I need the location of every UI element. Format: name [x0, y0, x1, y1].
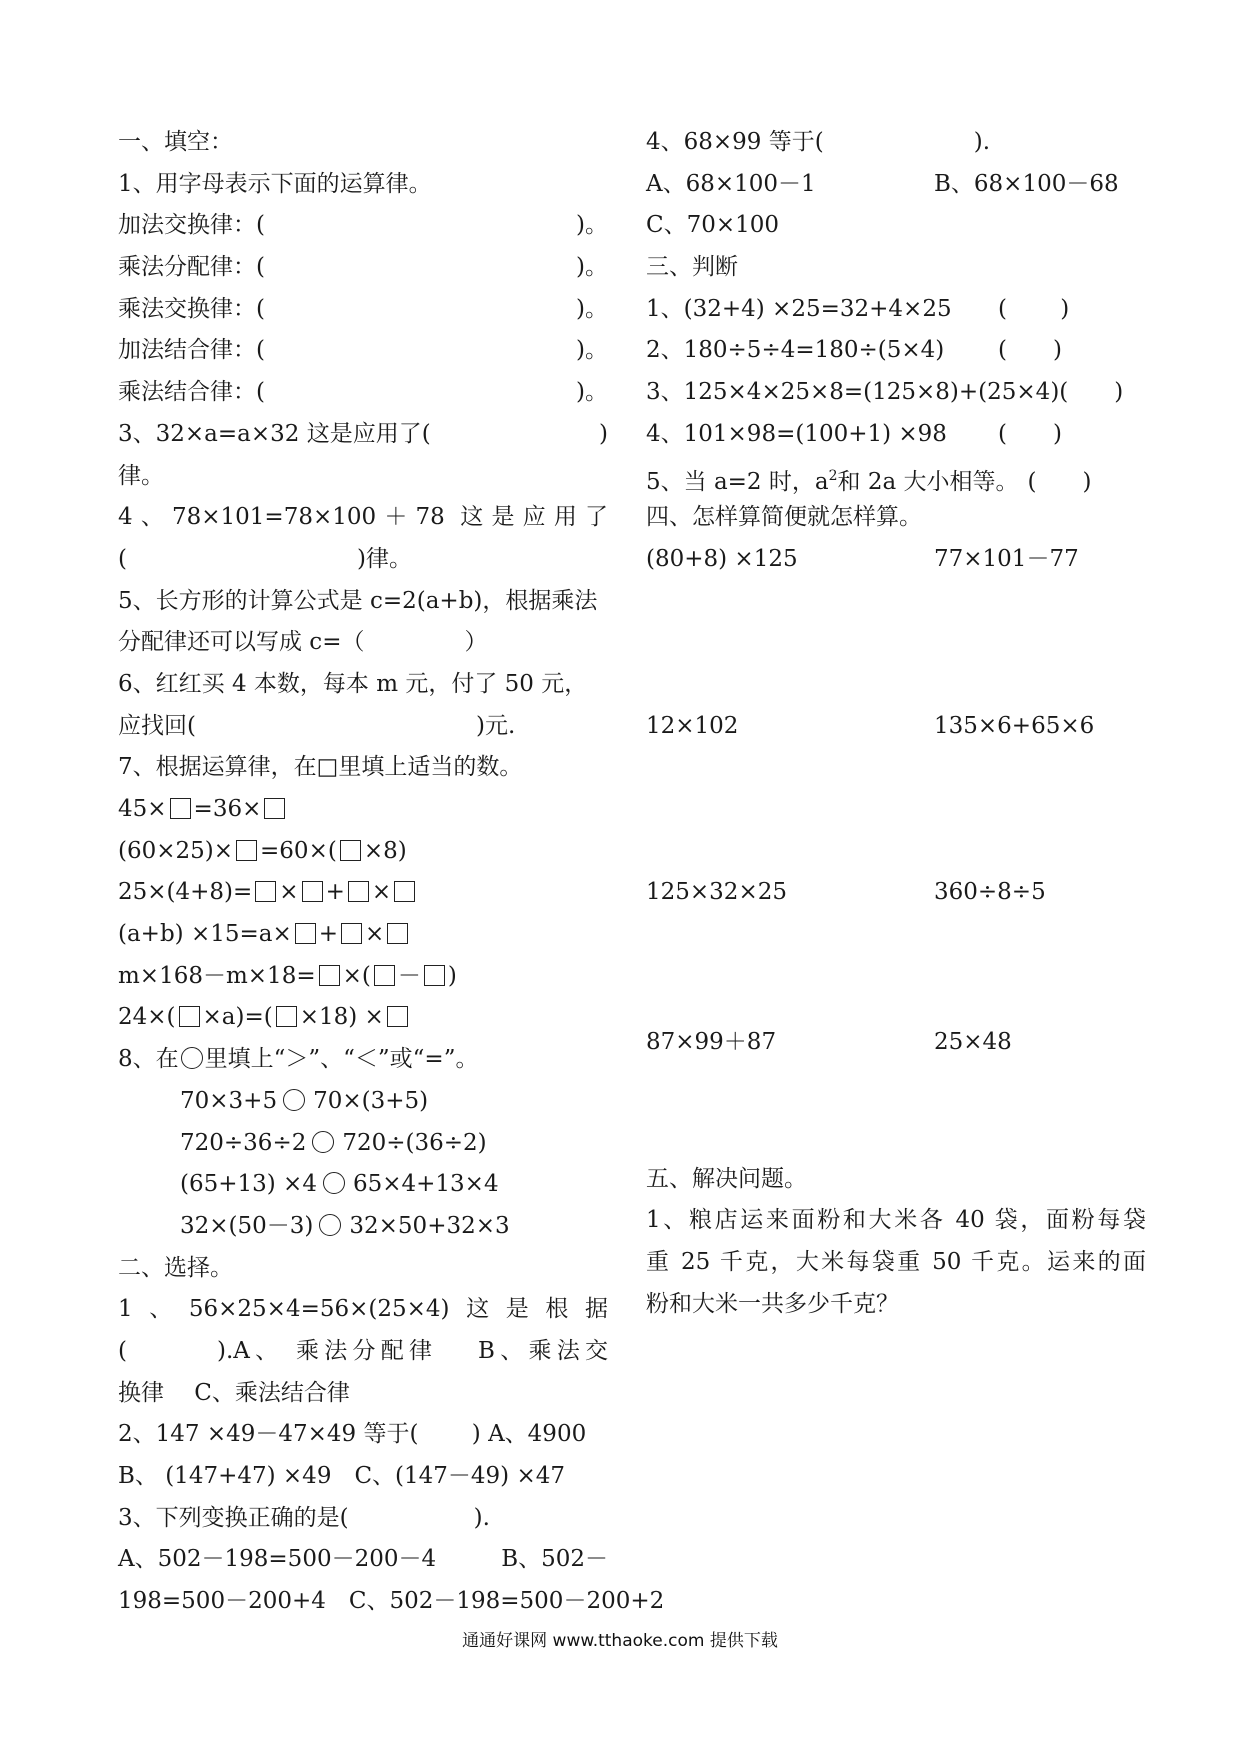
- q7-line-4: (a+b) ×15=a× + ×: [118, 914, 608, 956]
- question-3: 3、32×a=a×32 这是应用了( ): [118, 420, 608, 447]
- compare-row-3: (65+13) ×4 65×4+13×4: [180, 1171, 499, 1198]
- law-line-5: 乘法结合律：( )。: [118, 379, 608, 406]
- law-line-2: 乘法分配律：( )。: [118, 254, 608, 281]
- question-5-cont: 分配律还可以写成 c=（ ）: [118, 629, 488, 656]
- question-6-cont: 应找回( )元.: [118, 712, 516, 739]
- choice-4-option-c: C、70×100: [646, 212, 780, 239]
- answer-box[interactable]: [319, 965, 340, 986]
- compare-row-4: 32×(50－3) 32×50+32×3: [180, 1212, 510, 1239]
- compare-row-2: 720÷36÷2 720÷(36÷2): [180, 1129, 487, 1156]
- judge-3: 3、125×4×25×8=(125×8)+(25×4)( ): [646, 379, 1124, 406]
- question-8: 8、在 里填上“＞”、“＜”或“=”。: [118, 1046, 479, 1073]
- q7-line-3: 25×(4+8)= × + ×: [118, 872, 608, 914]
- answer-box[interactable]: [387, 1006, 408, 1027]
- left-column: [118, 122, 665, 1623]
- law-line-1: 加法交换律：( )。: [118, 212, 608, 239]
- law-line-3: 乘法交换律：( )。: [118, 295, 608, 322]
- answer-box[interactable]: [394, 881, 415, 902]
- answer-box[interactable]: [302, 881, 323, 902]
- answer-box[interactable]: [387, 923, 408, 944]
- answer-box[interactable]: [179, 1006, 200, 1027]
- question-5: 5、长方形的计算公式是 c=2(a+b)，根据乘法: [118, 587, 598, 614]
- question-6: 6、红红买 4 本数，每本 m 元，付了 50 元，: [118, 670, 588, 697]
- answer-box[interactable]: [340, 840, 361, 861]
- q7-line-2: (60×25)× =60×( ×8): [118, 837, 407, 864]
- answer-box[interactable]: [170, 798, 191, 819]
- law-line-4: 加法结合律：( )。: [118, 337, 608, 364]
- q7-line-5: m×168－m×18= ×( － ): [118, 962, 457, 989]
- section-2-title: 二、选择。: [118, 1254, 233, 1281]
- judge-1: 1、(32+4) ×25=32+4×25 ( ): [646, 295, 1070, 322]
- section-3-title: 三、判断: [646, 254, 738, 281]
- compare-circle[interactable]: [312, 1131, 334, 1153]
- question-4-cont: ( )律。: [118, 545, 412, 572]
- footer-credit: 通通好课网 www.tthaoke.com 提供下载: [462, 1631, 778, 1651]
- judge-2: 2、180÷5÷4=180÷(5×4) ( ): [646, 337, 1062, 364]
- problem-1-end: 粉和大米一共多少千克？: [646, 1290, 899, 1317]
- calc-row-1: (80+8) ×125 77×101－77: [646, 545, 1079, 572]
- answer-box[interactable]: [374, 965, 395, 986]
- question-1: 1、用字母表示下面的运算律。: [118, 170, 432, 197]
- section-1-title: 一、填空：: [118, 129, 233, 155]
- choice-1-cont: 换律 C、乘法结合律: [118, 1379, 350, 1406]
- answer-box[interactable]: [264, 798, 285, 819]
- compare-circle[interactable]: [283, 1089, 305, 1111]
- calc-work-space: [646, 747, 1146, 872]
- q7-line-6: 24×( ×a)=( ×18) ×: [118, 997, 608, 1039]
- judge-5: 5、当 a=2 时，$a^2$和 2a 大小相等。 ( ): [646, 467, 1092, 495]
- choice-2-options: B、 (147+47) ×49 C、(147－49) ×47: [118, 1463, 566, 1489]
- choice-3-cont: 198=500－200+4 C、502－198=500－200+2: [118, 1588, 665, 1615]
- problem-1: 1、粮店运来面粉和大米各 40 袋，面粉每袋: [646, 1207, 1146, 1234]
- answer-box[interactable]: [255, 881, 276, 902]
- choice-3: 3、下列变换正确的是( ).: [118, 1504, 490, 1531]
- answer-box[interactable]: [236, 840, 257, 861]
- question-4: 4、78×101=78×100＋78 这是应用了: [118, 504, 608, 531]
- judge-4: 4、101×98=(100+1) ×98 ( ): [646, 420, 1062, 447]
- choice-2: 2、147 ×49－47×49 等于( ) A、4900: [118, 1421, 587, 1448]
- calc-work-space: [646, 914, 1146, 1022]
- compare-circle[interactable]: [323, 1172, 345, 1194]
- choice-4-options: A、68×100－1 B、68×100－68: [646, 170, 1119, 197]
- problem-1-cont: 重 25 千克，大米每袋重 50 千克。运来的面: [646, 1249, 1146, 1275]
- choice-3-options: A、502－198=500－200－4 B、502－: [118, 1546, 608, 1573]
- choice-1: 1、56×25×4=56×(25×4)这是根据: [118, 1296, 608, 1323]
- answer-box[interactable]: [276, 1006, 297, 1027]
- calc-row-2: 12×102 135×6+65×6: [646, 712, 1095, 739]
- right-column: [646, 122, 1146, 1325]
- calc-work-space: [646, 1064, 1146, 1159]
- answer-box[interactable]: [424, 965, 445, 986]
- calc-row-3: 125×32×25 360÷8÷5: [646, 879, 1046, 906]
- choice-4: 4、68×99 等于( ).: [646, 129, 991, 155]
- calc-work-space: [646, 581, 1146, 706]
- compare-row-1: 70×3+5 70×(3+5): [180, 1087, 429, 1114]
- answer-box[interactable]: [295, 923, 316, 944]
- compare-circle[interactable]: [319, 1214, 341, 1236]
- q7-line-1: 45× =36×: [118, 789, 608, 831]
- section-5-title: 五、解决问题。: [646, 1165, 807, 1192]
- question-3-cont: 律。: [118, 462, 164, 489]
- calc-row-4: 87×99＋87 25×48: [646, 1028, 1012, 1055]
- section-4-title: 四、怎样算简便就怎样算。: [646, 504, 922, 531]
- question-7: 7、根据运算律，在□里填上适当的数。: [118, 754, 523, 781]
- answer-box[interactable]: [341, 923, 362, 944]
- answer-box[interactable]: [348, 881, 369, 902]
- choice-1-options: ( ).A、 乘法分配律 B、乘法交: [118, 1337, 608, 1364]
- circle-icon: [181, 1047, 203, 1069]
